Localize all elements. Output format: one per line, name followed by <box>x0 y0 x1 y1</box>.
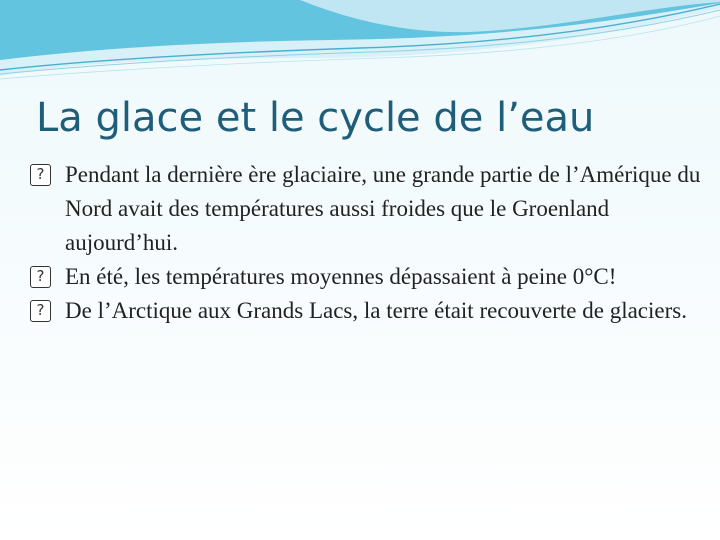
bullet-text: De l’Arctique aux Grands Lacs, la terre était recouverte de glaciers. <box>65 298 687 323</box>
slide-title: La glace et le cycle de l’eau <box>36 95 595 141</box>
bullet-item <box>30 158 702 260</box>
missing-glyph-icon: ? <box>30 164 51 186</box>
bullet-list <box>30 158 702 328</box>
bullet-text: En été, les températures moyennes dépassaient à peine 0°C! <box>65 264 617 289</box>
missing-glyph-icon: ? <box>30 266 51 288</box>
missing-glyph-icon: ? <box>30 300 51 322</box>
bullet-item <box>30 294 702 328</box>
bullet-item <box>30 260 702 294</box>
bullet-text: Pendant la dernière ère glaciaire, une grande partie de l’Amérique du Nord avait des températures aussi froides que le Groenland aujourd’hui. <box>65 162 701 255</box>
